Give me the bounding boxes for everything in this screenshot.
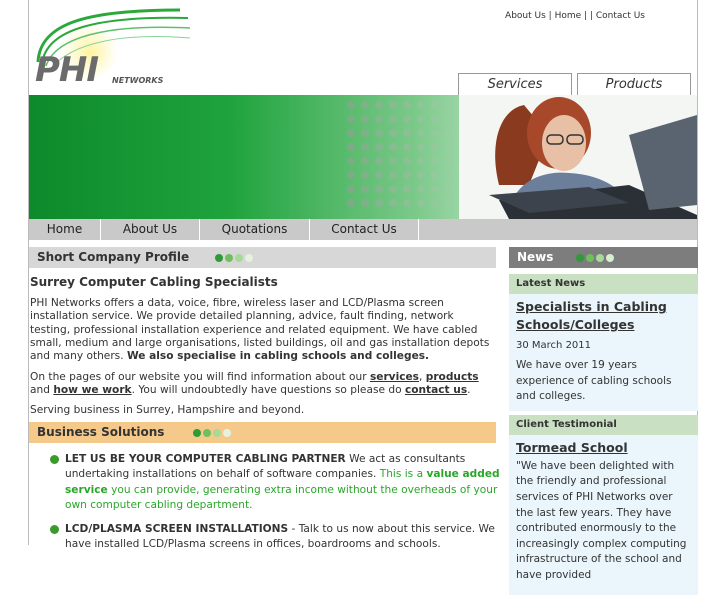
banner-dot: [403, 115, 411, 123]
toplink-contact-us[interactable]: Contact Us: [595, 11, 645, 21]
heading-dots-icon: [215, 248, 255, 268]
intro-text: PHI Networks offers a data, voice, fibre, wireless laser and LCD/Plasma screen installation service. We provide detailed planning, advice, fault finding, network testing, professional installation experience and related equipment. We have cabled small, medium and large organisations, listed buildings, oil and gas installation depots and many others.: [30, 297, 490, 363]
phi-networks-logo[interactable]: [30, 2, 190, 94]
latest-news-label: Latest News: [509, 274, 698, 294]
nav-about-us[interactable]: About Us: [101, 219, 200, 240]
links-text-b: . You will undoubtedly have questions so please do: [131, 384, 402, 397]
bullet-title: LCD/PLASMA SCREEN INSTALLATIONS: [65, 523, 289, 536]
nav-home[interactable]: Home: [29, 219, 101, 240]
news-heading-bar: [509, 247, 698, 268]
list-item: [50, 522, 500, 553]
banner-dot: [347, 171, 355, 179]
banner-dot: [375, 171, 383, 179]
banner-dot: [445, 199, 453, 207]
toplink-separator: |: [584, 11, 590, 21]
banner-dot: [347, 199, 355, 207]
banner-dot: [431, 143, 439, 151]
how-we-work-link[interactable]: how we work: [53, 384, 132, 397]
logo-phi-text: PHI: [35, 50, 99, 90]
toplink-separator: |: [548, 11, 555, 21]
banner-dot: [431, 157, 439, 165]
toplink-home[interactable]: Home: [554, 11, 582, 21]
woman-at-laptop-image: [459, 95, 697, 219]
bullet-green-text: This is a value added service you can provide, generating extra income without the overheads of your own computer cabling department.: [65, 468, 500, 511]
testimonial-panel: [509, 435, 698, 595]
banner-dot: [361, 129, 369, 137]
banner-dot: [361, 185, 369, 193]
banner-dot: [375, 143, 383, 151]
banner-dot: [417, 157, 425, 165]
bullet-icon: [50, 455, 59, 464]
banner-dot: [403, 157, 411, 165]
latest-news-link[interactable]: Specialists in Cabling Schools/Colleges: [516, 299, 667, 332]
banner-dot: [375, 115, 383, 123]
bullet-icon: [50, 525, 59, 534]
banner-dot: [389, 199, 397, 207]
banner-dot: [347, 143, 355, 151]
banner-dot: [431, 129, 439, 137]
banner-dot: [375, 101, 383, 109]
banner-dot: [389, 143, 397, 151]
heading-dots-icon: [193, 423, 233, 443]
banner-dot: [403, 171, 411, 179]
banner-dot: [417, 199, 425, 207]
top-tabs: [458, 73, 691, 95]
banner-dot: [417, 185, 425, 193]
banner-dot: [347, 129, 355, 137]
bullet-text: We act as consultants undertaking installations on behalf of software companies.: [65, 453, 466, 481]
intro-paragraph: [30, 297, 496, 363]
banner-dot: [431, 199, 439, 207]
banner-dot: [431, 115, 439, 123]
banner-dot: [361, 171, 369, 179]
banner-dot: [389, 101, 397, 109]
list-item: [50, 452, 500, 513]
banner-dot: [445, 157, 453, 165]
news-text: We have over 19 years experience of cabling schools and colleges.: [516, 359, 672, 403]
products-link[interactable]: products: [425, 371, 479, 383]
nav-contact-us[interactable]: Contact Us: [310, 219, 419, 240]
banner-dot: [375, 199, 383, 207]
banner-dot: [417, 171, 425, 179]
banner-dot: [445, 171, 453, 179]
logo-networks-text: NETWORKS: [112, 76, 164, 85]
testimonial-text: "We have been delighted with the friendly and professional services of PHI Networks over the last few years. They have contributed enormously to the increasingly complex computing infrastructure of the school and have provided: [516, 459, 687, 581]
banner-dot: [375, 129, 383, 137]
banner-dot: [347, 101, 355, 109]
banner-dot: [389, 129, 397, 137]
banner-dot: [389, 115, 397, 123]
banner-dot: [347, 185, 355, 193]
banner-dot: [389, 171, 397, 179]
business-heading-bar: [29, 422, 496, 443]
banner-dot: [445, 143, 453, 151]
testimonial-label: Client Testimonial: [509, 415, 698, 435]
banner-dot: [375, 157, 383, 165]
banner-dot: [361, 101, 369, 109]
banner-dot: [403, 101, 411, 109]
tab-products[interactable]: Products: [577, 73, 691, 95]
hero-banner: [29, 95, 697, 219]
services-link[interactable]: services: [369, 371, 419, 383]
banner-dot: [403, 185, 411, 193]
news-sidebar: [509, 247, 698, 595]
banner-dot: [445, 115, 453, 123]
banner-dot: [361, 199, 369, 207]
banner-dot: [445, 185, 453, 193]
news-heading: News: [517, 250, 554, 264]
banner-dot: [347, 115, 355, 123]
banner-dot: [417, 129, 425, 137]
banner-dot: [389, 157, 397, 165]
news-date: 30 March 2011: [516, 340, 592, 351]
profile-heading: Short Company Profile: [37, 250, 190, 264]
tab-services[interactable]: Services: [458, 73, 572, 95]
testimonial-link[interactable]: Tormead School: [516, 439, 628, 455]
heading-dots-icon: [576, 248, 616, 268]
bullet-title: LET US BE YOUR COMPUTER CABLING PARTNER: [65, 453, 346, 465]
banner-dot: [417, 143, 425, 151]
banner-dot: [361, 143, 369, 151]
banner-dot: [403, 143, 411, 151]
banner-dot: [403, 129, 411, 137]
banner-dot: [417, 101, 425, 109]
banner-dot: [431, 171, 439, 179]
banner-dot: [361, 157, 369, 165]
banner-dot: [389, 185, 397, 193]
banner-dot: [431, 185, 439, 193]
business-list: [50, 452, 500, 562]
business-heading: Business Solutions: [37, 425, 165, 439]
banner-dot: [347, 157, 355, 165]
banner-dot: [431, 101, 439, 109]
contact-us-link[interactable]: contact us: [404, 384, 468, 397]
banner-graphic: [29, 95, 697, 219]
serving-text: Serving business in Surrey, Hampshire and beyond.: [30, 404, 305, 416]
links-text-a: On the pages of our website you will find information about our: [30, 371, 367, 383]
banner-dot: [445, 101, 453, 109]
banner-dot: [361, 115, 369, 123]
latest-news-panel: [509, 294, 698, 411]
intro-bold-text: We also specialise in cabling schools and colleges.: [126, 350, 430, 363]
links-paragraph: On the pages of our website you will find information about our services, products and how we work. You will undoubtedly have questions so please do contact us.: [30, 371, 479, 397]
toplink-about-us[interactable]: About Us: [505, 11, 546, 21]
toplink-separator: |: [589, 11, 596, 21]
page-title: Surrey Computer Cabling Specialists: [30, 275, 278, 289]
bullet-text: - Talk to us now about this service. We have installed LCD/Plasma screens in offices, boardrooms and schools.: [65, 523, 495, 551]
main-nav: [29, 219, 697, 240]
links-text-and: and: [30, 384, 50, 397]
banner-dot: [375, 185, 383, 193]
profile-heading-bar: [29, 247, 496, 268]
top-links: [505, 11, 645, 21]
banner-dot: [417, 115, 425, 123]
banner-dot: [403, 199, 411, 207]
banner-dot: [445, 129, 453, 137]
nav-quotations[interactable]: Quotations: [200, 219, 310, 240]
